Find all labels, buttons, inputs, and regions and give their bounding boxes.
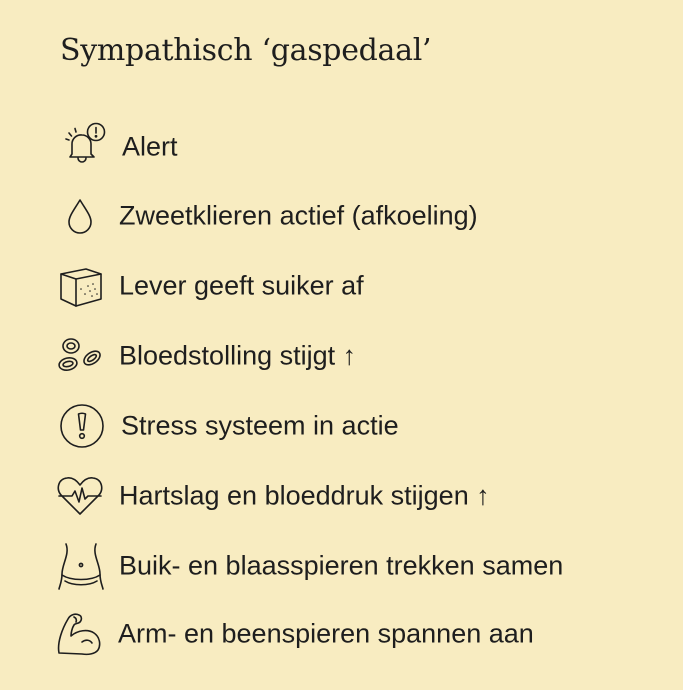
list-item-alert (0, 119, 683, 175)
exclamation-circle-icon (57, 401, 107, 451)
sugar-cube-icon (56, 261, 106, 311)
list-item-label: Arm- en beenspieren spannen aan (118, 618, 534, 649)
list-item-label: Lever geeft suiker af (119, 270, 364, 301)
blood-cells-icon (55, 331, 105, 381)
abdomen-icon (56, 541, 106, 591)
list-item-label: Zweetklieren actief (afkoeling) (119, 200, 478, 231)
list-item-label: Buik- en blaasspieren trekken samen (119, 550, 564, 581)
list-item-label: Hartslag en bloeddruk stijgen ↑ (119, 480, 490, 511)
list-item-liver (0, 258, 683, 314)
list-item-stress-system (0, 398, 683, 454)
list-item-label: Stress systeem in actie (121, 410, 399, 441)
list-item-sweat (0, 188, 683, 244)
list-item-abdomen (0, 538, 683, 594)
list-item-arm-leg-muscles (0, 606, 683, 662)
page-title: Sympathisch ‘gaspedaal’ (60, 33, 432, 68)
flexed-arm-icon (54, 609, 104, 659)
list-item-label: Bloedstolling stijgt ↑ (119, 340, 357, 371)
drop-icon (55, 191, 105, 241)
list-item-heart-rate (0, 468, 683, 524)
list-item-blood-clotting (0, 328, 683, 384)
alert-bell-icon (60, 122, 110, 172)
heart-pulse-icon (55, 471, 105, 521)
list-item-label: Alert (122, 131, 178, 162)
